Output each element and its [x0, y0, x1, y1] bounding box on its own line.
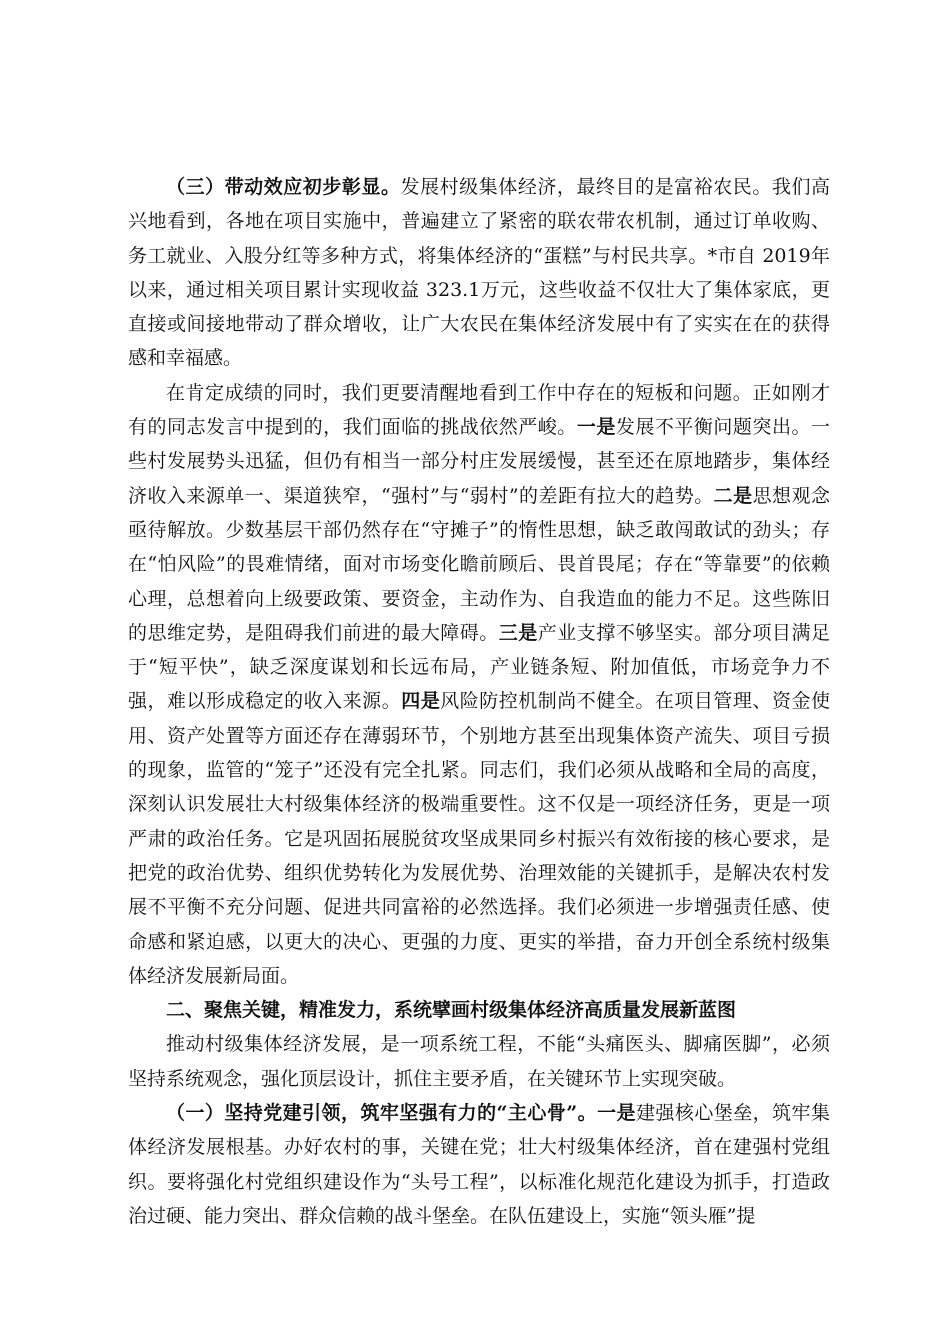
paragraph-text: 建强核心堡垒，筑牢集体经济发展根基。办好农村的事，关键在党；壮大村级集体经济，首在建强村党组织。要将强化村党组织建设作为“头号工程”，以标准化规范化建设为抓手，打造政治过硬、能力突出、群众信赖的战斗堡垒。在队伍建设上，实施“领头雁”提 — [128, 1102, 830, 1227]
point-marker-1: 一是 — [576, 416, 616, 439]
paragraph-text: 思想观念亟待解放。少数基层干部仍然存在“守摊子”的惰性思想，缺乏敢闯敢试的劲头；存在“怕风险”的畏难情绪，面对市场变化瞻前顾后、畏首畏尾；存在“等靠要”的依赖心理，总想着向上级要政策、要资金，主动作为、自我造血的能力不足。这些陈旧的思维定势，是阻碍我们前进的最大障碍。 — [128, 484, 830, 644]
paragraph-text: 产业支撑不够坚实。部分项目满足于“短平快”，缺乏深度谋划和长远布局，产业链条短、附加值低，市场竞争力不强，难以形成稳定的收入来源。 — [128, 621, 830, 713]
paragraph-text: 发展村级集体经济，最终目的是富裕农民。我们高兴地看到，各地在项目实施中，普遍建立了紧密的联农带农机制，通过订单收购、务工就业、入股分红等多种方式，将集体经济的“蛋糕”与村民共享。*市自 2019年以来，通过相关项目累计实现收益 323.1万元，这些收益不仅壮大了集体家底，更直接或间接地带动了群众增收，让广大农民在集体经济发展中有了实实在在的获得感和幸福感。 — [128, 176, 830, 370]
paragraph-benefit-effect — [128, 170, 830, 376]
document-body — [128, 170, 830, 1233]
paragraph-system-approach — [128, 1027, 830, 1096]
point-marker-4: 四是 — [401, 690, 441, 713]
paragraph-text: 推动村级集体经济发展，是一项系统工程，不能“头痛医头、脚痛医脚”，必须坚持系统观念，强化顶层设计，抓住主要矛盾，在关键环节上实现突破。 — [128, 1033, 830, 1090]
paragraph-party-building — [128, 1096, 830, 1233]
section-lead-1: （一）坚持党建引领，筑牢坚强有力的“主心骨”。 — [166, 1102, 598, 1125]
paragraph-text: 发展不平衡问题突出。一些村发展势头迅猛，但仍有相当一部分村庄发展缓慢，甚至还在原地踏步，集体经济收入来源单一、渠道狭窄，“强村”与“弱村”的差距有拉大的趋势。 — [128, 416, 830, 507]
section-heading-2: 二、聚焦关键，精准发力，系统擘画村级集体经济高质量发展新蓝图 — [166, 999, 737, 1022]
paragraph-problems — [128, 376, 830, 993]
point-marker-2: 二是 — [713, 484, 753, 507]
paragraph-text: 风险防控机制尚不健全。在项目管理、资金使用、资产处置等方面还存在薄弱环节，个别地方甚至出现集体资产流失、项目亏损的现象，监管的“笼子”还没有完全扎紧。同志们，我们必须从战略和全局的高度，深刻认识发展壮大村级集体经济的极端重要性。这不仅是一项经济任务，更是一项严肃的政治任务。它是巩固拓展脱贫攻坚成果同乡村振兴有效衔接的核心要求，是把党的政治优势、组织优势转化为发展优势、治理效能的关键抓手，是解决农村发展不平衡不充分问题、促进共同富裕的必然选择。我们必须进一步增强责任感、使命感和紧迫感，以更大的决心、更强的力度、更实的举措，奋力开创全系统村级集体经济发展新局面。 — [128, 690, 830, 987]
point-marker-3: 三是 — [498, 621, 538, 644]
paragraph-text: 在肯定成绩的同时，我们更要清醒地看到工作中存在的短板和问题。正如刚才有的同志发言中提到的，我们面临的挑战依然严峻。 — [128, 381, 830, 439]
point-marker-1: 一是 — [597, 1102, 636, 1125]
section-lead-3: （三）带动效应初步彰显。 — [166, 176, 401, 198]
